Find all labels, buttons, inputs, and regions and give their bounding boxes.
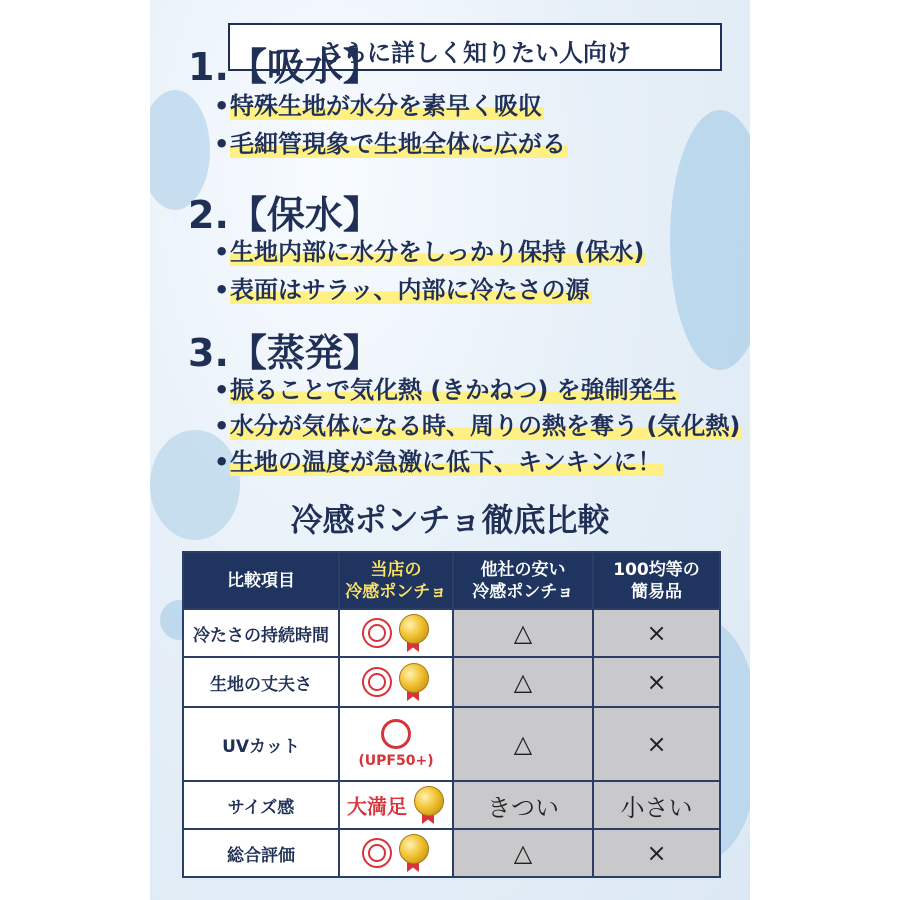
bullet-dot: • <box>214 276 230 304</box>
bullet-dot: • <box>214 412 230 440</box>
row-item: 生地の丈夫さ <box>183 657 339 707</box>
header-item: 比較項目 <box>183 552 339 609</box>
table-row <box>183 829 720 877</box>
bullet-dot: • <box>214 238 230 266</box>
header-cheap-label: 100均等の 簡易品 <box>613 559 700 602</box>
row-item: サイズ感 <box>183 781 339 829</box>
row-cheap: × <box>593 657 720 707</box>
row-cheap: × <box>593 609 720 657</box>
row-other: △ <box>453 657 593 707</box>
upf-note: (UPF50+) <box>358 753 434 769</box>
comparison-title: 冷感ポンチョ徹底比較 <box>290 501 610 539</box>
great-fit-label: 大満足 <box>347 794 407 819</box>
list-item <box>214 442 664 477</box>
list-item <box>214 370 679 405</box>
table-row <box>183 657 720 707</box>
audience-tag-label: さらに詳しく知りたい人向け <box>319 39 631 67</box>
header-ours <box>339 552 453 609</box>
list-item <box>214 406 742 441</box>
row-ours <box>339 829 453 877</box>
row-other: △ <box>453 609 593 657</box>
bullet-dot: • <box>214 376 230 404</box>
bullet-dot: • <box>214 448 230 476</box>
list-item <box>214 124 568 159</box>
row-ours <box>339 781 453 829</box>
list-item <box>214 270 592 305</box>
gold-medal-icon <box>396 834 430 872</box>
bullet-text: 毛細管現象で生地全体に広がる <box>230 130 566 158</box>
row-cheap: 小さい <box>593 781 720 829</box>
list-item <box>214 86 544 121</box>
table-row <box>183 781 720 829</box>
section-heading-absorb: 1.【吸水】 <box>188 45 381 89</box>
bullet-dot: • <box>214 92 230 120</box>
double-circle-icon <box>362 667 392 697</box>
row-other: きつい <box>453 781 593 829</box>
bullet-text: 特殊生地が水分を素早く吸収 <box>230 92 542 120</box>
bullet-text: 水分が気体になる時、周りの熱を奪う (気化熱) <box>230 412 741 440</box>
row-item: UVカット <box>183 707 339 781</box>
bullet-text: 表面はサラッ、内部に冷たさの源 <box>230 276 590 304</box>
row-ours <box>339 707 453 781</box>
row-cheap: × <box>593 707 720 781</box>
header-ours-label: 当店の 冷感ポンチョ <box>345 559 447 602</box>
row-ours <box>339 609 453 657</box>
section-heading-evaporate: 3.【蒸発】 <box>188 331 381 375</box>
gold-medal-icon <box>396 614 430 652</box>
table-row <box>183 609 720 657</box>
bullet-text: 振ることで気化熱 (きかねつ) を強制発生 <box>230 376 677 404</box>
bullet-dot: • <box>214 130 230 158</box>
water-splash-decoration <box>670 110 750 370</box>
gold-medal-icon <box>411 786 445 824</box>
double-circle-icon <box>362 618 392 648</box>
header-other <box>453 552 593 609</box>
row-ours <box>339 657 453 707</box>
table-header-row <box>183 552 720 609</box>
section-heading-retain: 2.【保水】 <box>188 193 381 237</box>
row-cheap: × <box>593 829 720 877</box>
circle-icon <box>381 719 411 749</box>
double-circle-icon <box>362 838 392 868</box>
comparison-table <box>182 551 721 878</box>
header-cheap <box>593 552 720 609</box>
bullet-text: 生地内部に水分をしっかり保持 (保水) <box>230 238 645 266</box>
bullet-text: 生地の温度が急激に低下、キンキンに！ <box>230 448 662 476</box>
gold-medal-icon <box>396 663 430 701</box>
row-other: △ <box>453 829 593 877</box>
list-item <box>214 232 646 267</box>
row-item: 総合評価 <box>183 829 339 877</box>
row-item: 冷たさの持続時間 <box>183 609 339 657</box>
table-row <box>183 707 720 781</box>
header-other-label: 他社の安い 冷感ポンチョ <box>472 559 574 602</box>
row-other: △ <box>453 707 593 781</box>
